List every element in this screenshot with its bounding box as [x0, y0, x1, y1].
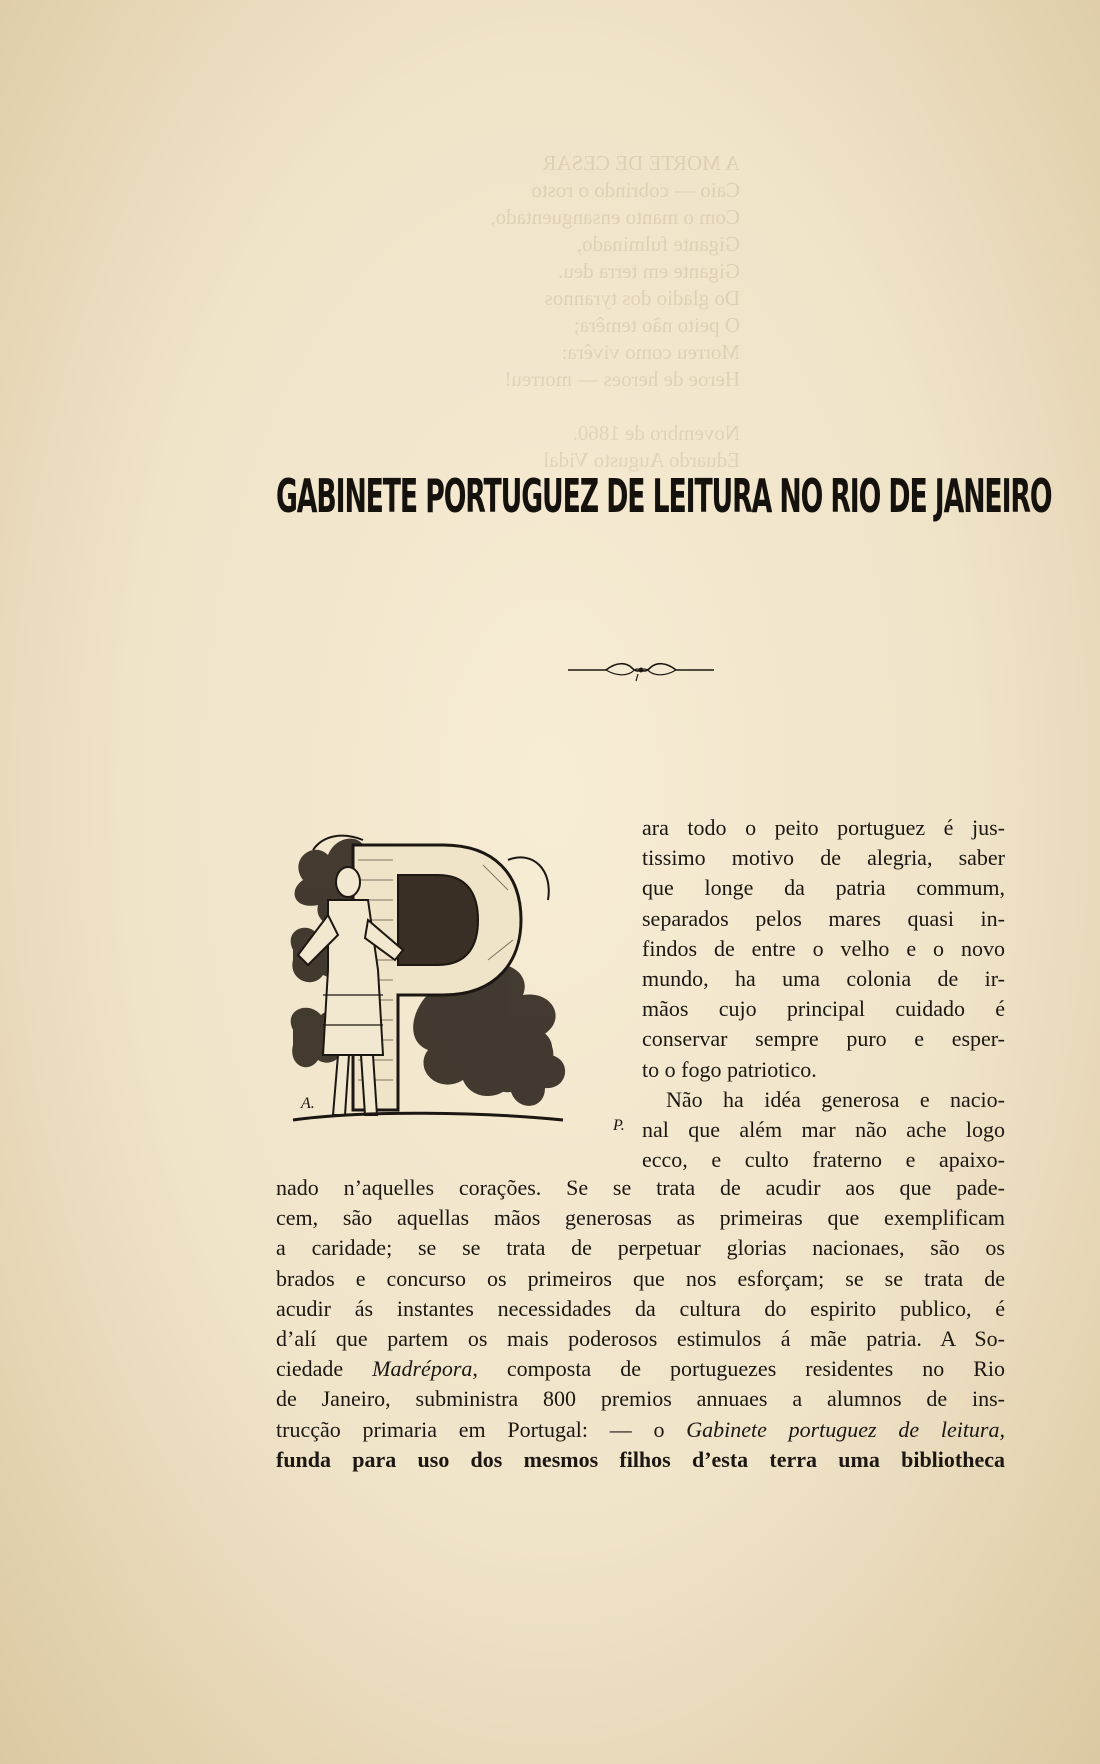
bleed-line: Gigante em terra deu. [558, 259, 740, 283]
text-segment: trucção primaria em Portugal: — o [276, 1416, 687, 1442]
text-line: funda para uso dos mesmos filhos d’esta terra uma bibliotheca [276, 1446, 1005, 1472]
text-line: mundo, ha uma colonia de ir- [642, 965, 1005, 991]
bleed-line: O peito não temêra; [573, 313, 740, 337]
text-line [276, 1415, 1005, 1445]
text-line: brados e concurso os primeiros que nos esforçam; se se trata de [276, 1265, 1005, 1291]
text-line: que longe da patria commum, [642, 875, 1005, 901]
text-line [276, 1354, 1005, 1384]
text-line: to o fogo patriotico. [642, 1056, 817, 1082]
text-line: de Janeiro, subministra 800 premios annuaes a alumnos de ins- [276, 1386, 1005, 1412]
text-line: ecco, e culto fraterno e apaixo- [642, 1147, 1005, 1173]
article-title [276, 470, 1052, 524]
bleed-line: Morreu como vivêra: [561, 340, 740, 364]
illustrated-initial-p [283, 820, 633, 1145]
text-line: tissimo motivo de alegria, saber [642, 845, 1005, 871]
initial-signature-right: P. [613, 1117, 625, 1134]
italic-term-madrepora: Madrépora [372, 1356, 473, 1382]
text-line: d’alí que partem os mais poderosos estimulos á mãe patria. A So- [276, 1325, 1005, 1351]
text-line: Não ha idéa generosa e nacio- [666, 1086, 1005, 1112]
full-width-text [276, 1173, 1005, 1475]
text-line: nado n’aquelles corações. Se se trata de acudir aos que pade- [276, 1175, 1005, 1200]
bleed-line: Do gladio dos tyrannos [544, 286, 740, 310]
text-line: nal que além mar não ache logo [642, 1116, 1005, 1142]
bleed-through-text [400, 150, 740, 474]
bleed-line: Caio — cobrindo o rosto [531, 178, 740, 202]
text-line: mãos cujo principal cuidado é [642, 996, 1005, 1022]
bleed-line [400, 393, 740, 420]
bleed-line: Novembro de 1860. [572, 421, 740, 445]
bleed-line: Eduardo Augusto Vidal [543, 448, 740, 472]
text-line: a caridade; se se trata de perpetuar glorias nacionaes, são os [276, 1235, 1005, 1261]
text-segment: ciedade [276, 1356, 373, 1382]
right-column-text [642, 813, 1005, 1175]
text-line: acudir ás instantes necessidades da cultura do espirito publico, é [276, 1295, 1005, 1321]
bleed-line: Com o manto ensanguentado, [490, 205, 740, 229]
bleed-line: Heroe de heroes — morreu! [504, 367, 740, 391]
text-segment: , composta de portuguezes residentes no Rio [472, 1356, 1005, 1382]
text-line: separados pelos mares quasi in- [642, 905, 1005, 931]
initial-signature-left: A. [301, 1095, 315, 1112]
text-line: findos de entre o velho e o novo [642, 935, 1005, 961]
text-line: conservar sempre puro e esper- [642, 1026, 1005, 1052]
bleed-line: Gigante fulminado, [576, 232, 740, 256]
text-line: ara todo o peito portuguez é jus- [642, 815, 1005, 840]
italic-term-gabinete: Gabinete portuguez de leitura, [686, 1416, 1005, 1442]
text-line: cem, são aquellas mãos generosas as primeiras que exemplificam [276, 1205, 1005, 1231]
decorative-ornament-icon [566, 656, 716, 684]
article-title-text: GABINETE PORTUGUEZ DE LEITURA NO RIO DE JANEIRO [276, 470, 1052, 524]
bleed-line: A MORTE DE CESAR [542, 151, 740, 175]
